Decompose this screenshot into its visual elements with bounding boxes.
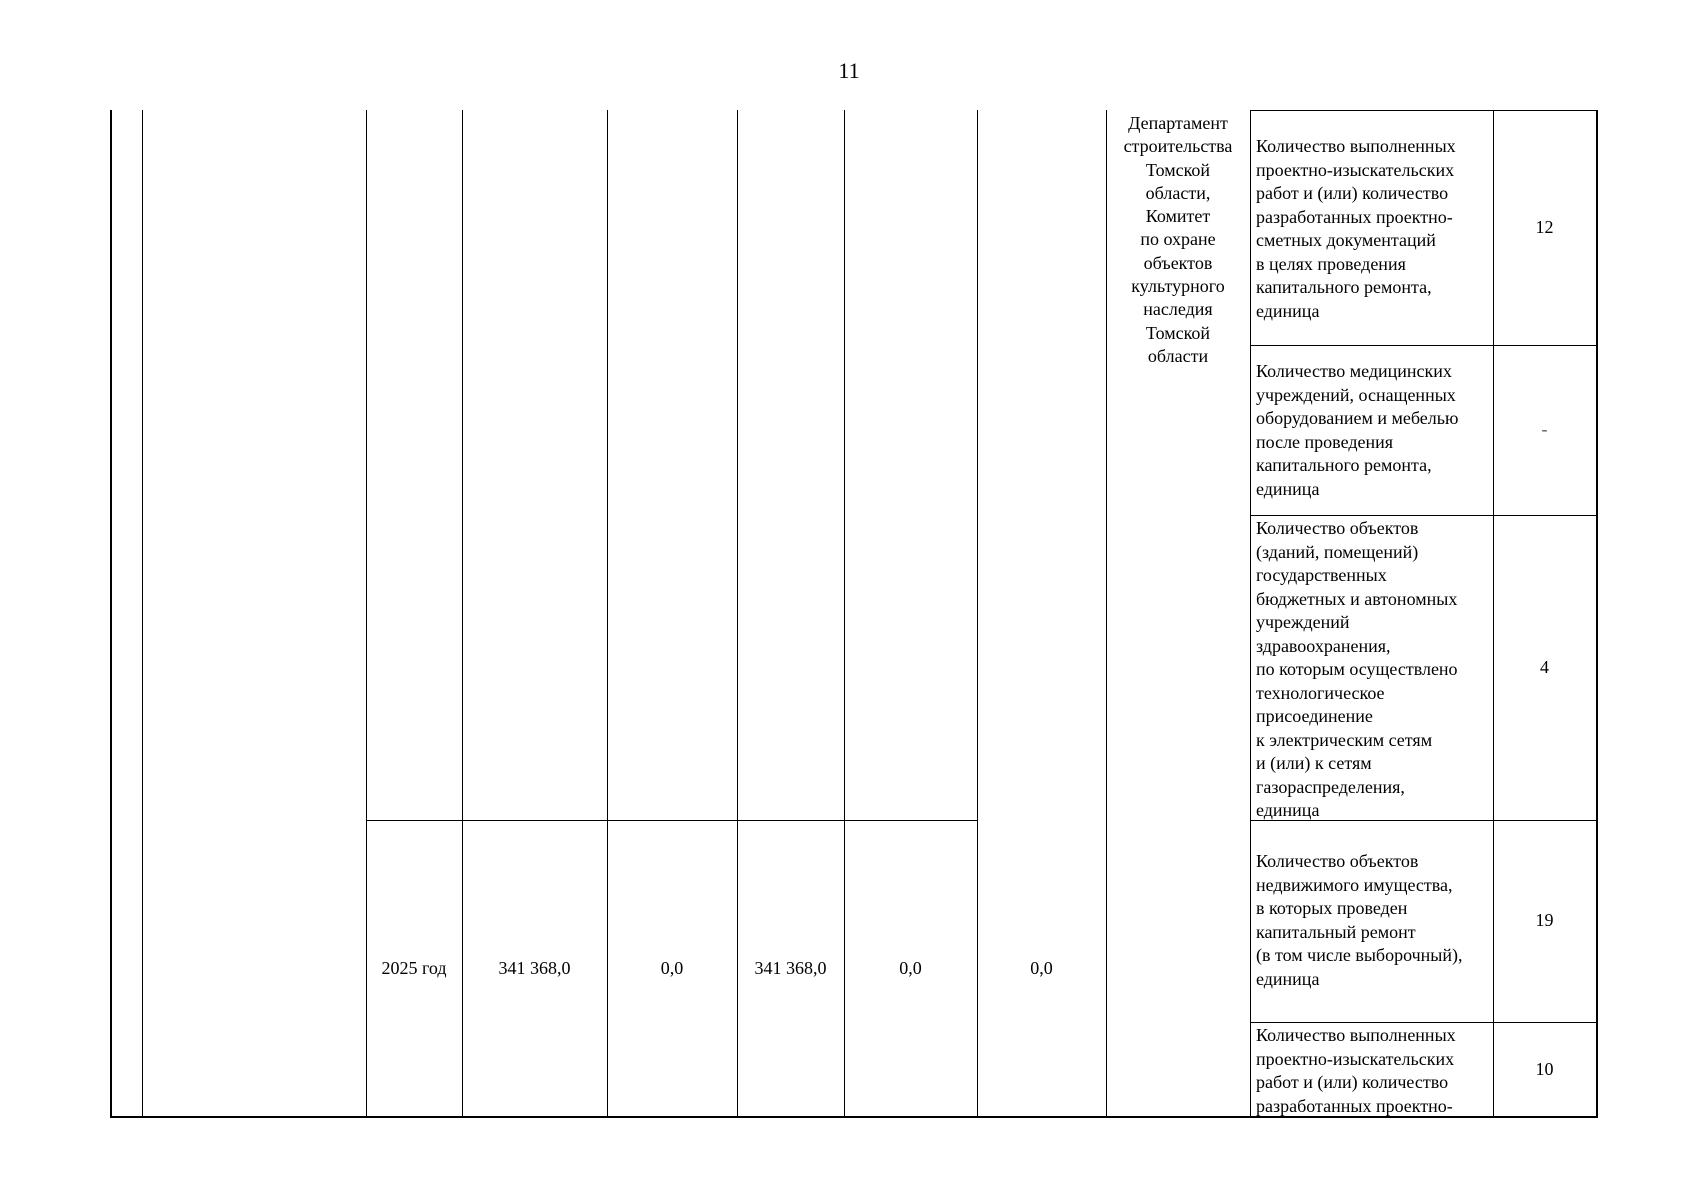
column-rule bbox=[1596, 110, 1598, 1118]
indicator-text: Количество объектов (зданий, помещений) государственных бюджетных и автономных учреждений здравоохранения, по которым осуществлено технологическое присоединение к электрическим сетям и (или) к сетям газораспределения, единица bbox=[1256, 518, 1458, 820]
responsible-department: Департамент строительства Томской области, Комитет по охране объектов культурного наследия Томской области bbox=[1123, 113, 1233, 366]
indicator-value: 4 bbox=[1540, 657, 1549, 677]
indicator-value: - bbox=[1541, 419, 1548, 439]
federal-funding-cell: 0,0 bbox=[660, 958, 684, 979]
row-rule bbox=[1250, 110, 1598, 111]
total-funding-cell: 341 368,0 bbox=[498, 958, 571, 979]
regional-funding-cell: 341 368,0 bbox=[754, 958, 827, 979]
indicator-text: Количество выполненных проектно-изыскательских работ и (или) количество разработанных проектно- bbox=[1256, 1025, 1456, 1116]
row-rule bbox=[1250, 1022, 1598, 1023]
indicator-text: Количество объектов недвижимого имущества, в которых проведен капитальный ремонт (в том числе выборочный), единица bbox=[1256, 851, 1463, 989]
year-cell: 2025 год bbox=[381, 958, 447, 979]
column-rule bbox=[142, 110, 143, 1118]
page-number: 11 bbox=[838, 58, 860, 83]
row-rule bbox=[366, 820, 978, 821]
local-funding-cell: 0,0 bbox=[899, 958, 922, 979]
column-rule bbox=[1250, 110, 1251, 1118]
row-rule bbox=[1250, 515, 1598, 516]
indicator-text: Количество выполненных проектно-изыскательских работ и (или) количество разработанных проектно- сметных документаций в целях проведения капитального ремонта, единица bbox=[1256, 136, 1456, 321]
indicator-value: 10 bbox=[1535, 1059, 1554, 1079]
column-rule bbox=[110, 110, 112, 1118]
indicator-text: Количество медицинских учреждений, оснащенных оборудованием и мебелью после проведения капитального ремонта, единица bbox=[1256, 361, 1459, 499]
indicator-value: 19 bbox=[1535, 910, 1554, 930]
other-funding-cell: 0,0 bbox=[1030, 958, 1053, 979]
indicator-value: 12 bbox=[1535, 217, 1554, 237]
row-rule bbox=[1250, 345, 1598, 346]
